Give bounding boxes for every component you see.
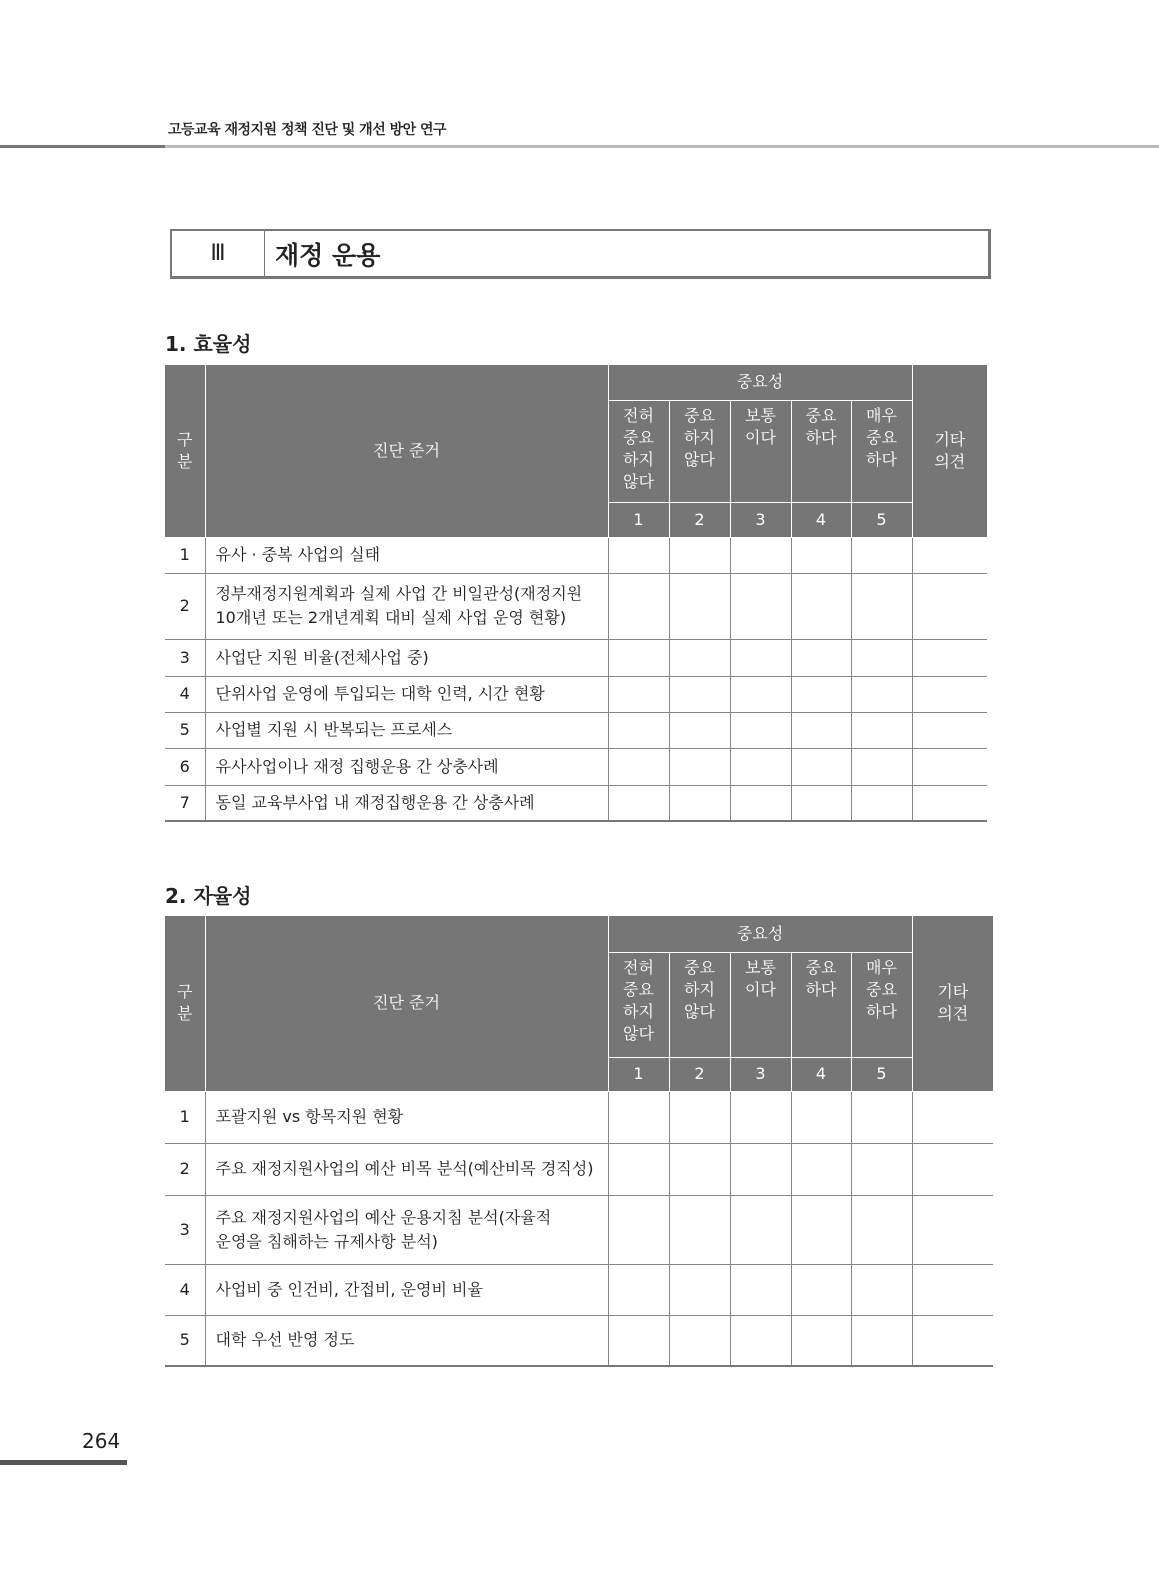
row-number: 5 [165,1315,205,1366]
rating-cell-5[interactable] [851,748,912,785]
row-number: 4 [165,676,205,712]
criterion-text: 사업별 지원 시 반복되는 프로세스 [205,712,608,748]
rating-cell-5[interactable] [851,1143,912,1195]
rating-cell-2[interactable] [669,748,730,785]
row-number: 1 [165,1091,205,1143]
rating-cell-2[interactable] [669,785,730,821]
rating-cell-1[interactable] [608,712,669,748]
header-rule [0,145,1159,148]
rating-cell-1[interactable] [608,676,669,712]
other-opinion-cell[interactable] [912,573,987,639]
section-title: 재정 운용 [275,240,381,270]
criterion-text: 주요 재정지원사업의 예산 운용지침 분석(자율적 운영을 침해하는 규제사항 분석) [205,1195,608,1264]
rating-cell-2[interactable] [669,573,730,639]
header-scale-number-5: 5 [851,502,912,537]
table-row [165,1143,993,1195]
criterion-text: 사업비 중 인건비, 간접비, 운영비 비율 [205,1264,608,1315]
rating-cell-3[interactable] [730,712,791,748]
header-scale-number-1: 1 [608,502,669,537]
other-opinion-cell[interactable] [912,1195,993,1264]
section-title-box [170,229,991,279]
rating-cell-4[interactable] [791,785,851,821]
table-row [165,748,987,785]
row-number: 2 [165,1143,205,1195]
header-scale-3: 보통 이다 [730,400,791,502]
other-opinion-cell[interactable] [912,1091,993,1143]
rating-cell-4[interactable] [791,1264,851,1315]
rating-cell-5[interactable] [851,785,912,821]
other-opinion-cell[interactable] [912,676,987,712]
criterion-text: 주요 재정지원사업의 예산 비목 분석(예산비목 경직성) [205,1143,608,1195]
header-scale-number-2: 2 [669,502,730,537]
header-criteria: 진단 준거 [205,916,608,1091]
efficiency-table [165,365,987,822]
header-importance: 중요성 [608,365,912,400]
other-opinion-cell[interactable] [912,537,987,573]
header-other-opinion: 기타 의견 [912,916,993,1091]
other-opinion-cell[interactable] [912,1315,993,1366]
row-number: 5 [165,712,205,748]
rating-cell-2[interactable] [669,537,730,573]
header-scale-2: 중요 하지 않다 [669,952,730,1057]
rating-cell-3[interactable] [730,676,791,712]
rating-cell-3[interactable] [730,639,791,676]
row-number: 2 [165,573,205,639]
table-row [165,1195,993,1264]
other-opinion-cell[interactable] [912,639,987,676]
header-scale-number-4: 4 [791,1057,851,1091]
rating-cell-5[interactable] [851,1264,912,1315]
rating-cell-3[interactable] [730,1091,791,1143]
table-row [165,1264,993,1315]
table-row [165,639,987,676]
rating-cell-3[interactable] [730,537,791,573]
rating-cell-1[interactable] [608,1091,669,1143]
header-scale-number-5: 5 [851,1057,912,1091]
subsection-heading-autonomy: 2. 자율성 [165,884,252,908]
table-row [165,573,987,639]
row-number: 4 [165,1264,205,1315]
header-scale-1: 전허 중요 하지 않다 [608,400,669,502]
header-criteria: 진단 준거 [205,365,608,537]
autonomy-table [165,916,993,1367]
header-importance: 중요성 [608,916,912,952]
rating-cell-4[interactable] [791,1143,851,1195]
running-header: 고등교육 재정지원 정책 진단 및 개선 방안 연구 [168,122,447,138]
header-scale-5: 매우 중요 하다 [851,400,912,502]
header-scale-2: 중요 하지 않다 [669,400,730,502]
rating-cell-5[interactable] [851,573,912,639]
header-scale-number-3: 3 [730,502,791,537]
other-opinion-cell[interactable] [912,748,987,785]
rating-cell-1[interactable] [608,785,669,821]
header-scale-number-2: 2 [669,1057,730,1091]
header-scale-1: 전허 중요 하지 않다 [608,952,669,1057]
header-gubun: 구 분 [165,365,205,537]
criterion-text: 정부재정지원계획과 실제 사업 간 비일관성(재정지원 10개년 또는 2개년계획 대비 실제 사업 운영 현황) [205,573,608,639]
row-number: 1 [165,537,205,573]
rating-cell-3[interactable] [730,785,791,821]
rating-cell-2[interactable] [669,1264,730,1315]
rating-cell-1[interactable] [608,1315,669,1366]
rating-cell-2[interactable] [669,1195,730,1264]
header-gubun: 구 분 [165,916,205,1091]
header-scale-4: 중요 하다 [791,952,851,1057]
rating-cell-3[interactable] [730,1143,791,1195]
rating-cell-5[interactable] [851,1091,912,1143]
table-row [165,1315,993,1366]
other-opinion-cell[interactable] [912,712,987,748]
rating-cell-4[interactable] [791,573,851,639]
row-number: 3 [165,639,205,676]
other-opinion-cell[interactable] [912,1264,993,1315]
rating-cell-4[interactable] [791,712,851,748]
rating-cell-3[interactable] [730,573,791,639]
rating-cell-5[interactable] [851,676,912,712]
rating-cell-1[interactable] [608,573,669,639]
rating-cell-5[interactable] [851,1315,912,1366]
rating-cell-3[interactable] [730,1264,791,1315]
row-number: 7 [165,785,205,821]
rating-cell-4[interactable] [791,537,851,573]
criterion-text: 대학 우선 반영 정도 [205,1315,608,1366]
header-scale-number-1: 1 [608,1057,669,1091]
rating-cell-4[interactable] [791,676,851,712]
other-opinion-cell[interactable] [912,785,987,821]
rating-cell-4[interactable] [791,1195,851,1264]
rating-cell-4[interactable] [791,1315,851,1366]
rating-cell-1[interactable] [608,639,669,676]
table-row [165,676,987,712]
header-scale-5: 매우 중요 하다 [851,952,912,1057]
rating-cell-1[interactable] [608,1195,669,1264]
rating-cell-2[interactable] [669,1091,730,1143]
rating-cell-2[interactable] [669,639,730,676]
rating-cell-4[interactable] [791,748,851,785]
header-scale-4: 중요 하다 [791,400,851,502]
table-row [165,537,987,573]
section-number: Ⅲ [172,231,265,276]
page-number-bar [0,1460,127,1465]
rating-cell-5[interactable] [851,639,912,676]
rating-cell-3[interactable] [730,748,791,785]
rating-cell-3[interactable] [730,1315,791,1366]
rating-cell-5[interactable] [851,537,912,573]
row-number: 6 [165,748,205,785]
page-number: 264 [82,1429,121,1453]
rating-cell-5[interactable] [851,712,912,748]
rating-cell-3[interactable] [730,1195,791,1264]
criterion-text: 동일 교육부사업 내 재정집행운용 간 상충사례 [205,785,608,821]
rating-cell-2[interactable] [669,1143,730,1195]
header-other-opinion: 기타 의견 [912,365,987,537]
subsection-heading-efficiency: 1. 효율성 [165,332,252,356]
rating-cell-1[interactable] [608,1264,669,1315]
rating-cell-1[interactable] [608,1143,669,1195]
table-row [165,1091,993,1143]
rating-cell-4[interactable] [791,1091,851,1143]
table-row [165,785,987,821]
rating-cell-1[interactable] [608,537,669,573]
rating-cell-4[interactable] [791,639,851,676]
header-scale-number-3: 3 [730,1057,791,1091]
rating-cell-2[interactable] [669,676,730,712]
criterion-text: 유사 · 중복 사업의 실태 [205,537,608,573]
other-opinion-cell[interactable] [912,1143,993,1195]
criterion-text: 포괄지원 vs 항목지원 현황 [205,1091,608,1143]
header-scale-3: 보통 이다 [730,952,791,1057]
table-row [165,712,987,748]
criterion-text: 사업단 지원 비율(전체사업 중) [205,639,608,676]
criterion-text: 단위사업 운영에 투입되는 대학 인력, 시간 현황 [205,676,608,712]
rating-cell-5[interactable] [851,1195,912,1264]
rating-cell-1[interactable] [608,748,669,785]
row-number: 3 [165,1195,205,1264]
criterion-text: 유사사업이나 재정 집행운용 간 상충사례 [205,748,608,785]
rating-cell-2[interactable] [669,712,730,748]
header-scale-number-4: 4 [791,502,851,537]
rating-cell-2[interactable] [669,1315,730,1366]
